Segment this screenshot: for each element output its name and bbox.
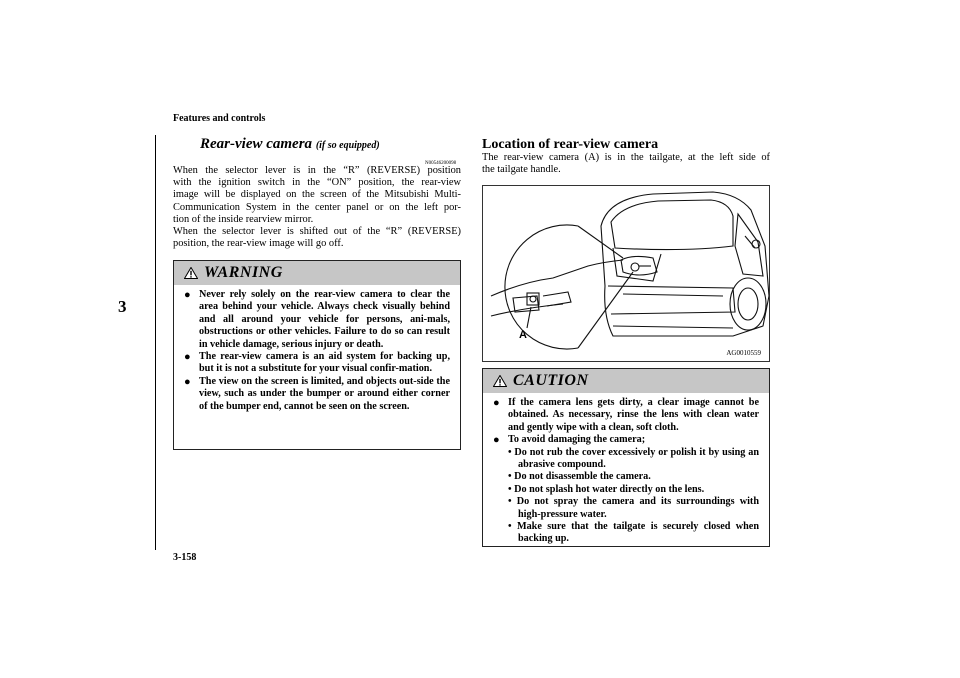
bullet-icon: ● [493, 434, 500, 447]
page-number: 3-158 [173, 552, 197, 563]
text-line: When the selector lever is in the “R” (REVERSE) position [173, 165, 461, 176]
bullet-icon: ● [184, 289, 191, 301]
text-line: the tailgate handle. [482, 164, 561, 176]
warning-triangle-icon [184, 267, 198, 279]
bullet-icon: ● [493, 397, 500, 409]
text-line: tion of the inside rearview mirror. [173, 213, 314, 225]
warning-item-text: The rear-view camera is an aid system for backing up, but it is not a substitute for your visual confir-mation. [199, 351, 450, 375]
running-header: Features and controls [173, 113, 266, 124]
text-line: with the ignition switch in the “ON” position, the rear-view [173, 177, 461, 189]
bullet-icon: ● [184, 375, 191, 388]
warning-item [184, 289, 450, 351]
caution-subitem: • Do not rub the cover excessively or polish it by using an abrasive compound. [508, 446, 759, 471]
warning-item-text: Never rely solely on the rear-view camera to clear the area behind your vehicle. Always check visually behind and all around your vehicle for persons, ani-mals, obstructions or other vehicles. Failure to do so can result in vehicle damage, serious injury or death. [199, 289, 450, 350]
warning-item [184, 376, 450, 413]
caution-triangle-icon [493, 375, 507, 387]
figure-code: AG0010559 [726, 349, 761, 357]
bullet-icon: ● [184, 351, 191, 364]
location-paragraph [482, 152, 770, 176]
caution-item-text: To avoid damaging the camera; [508, 434, 646, 446]
warning-header [174, 261, 460, 285]
caution-item [493, 434, 759, 546]
intro-paragraph [173, 165, 461, 250]
caution-subitem: • Do not splash hot water directly on the lens. [508, 483, 705, 495]
warning-list [174, 285, 460, 419]
caution-label: CAUTION [513, 372, 589, 389]
text-line: position, the rear-view image will go off. [173, 238, 344, 250]
caution-subitem: • Do not disassemble the camera. [508, 471, 651, 483]
warning-box [173, 260, 461, 450]
caution-list [483, 393, 769, 552]
chapter-divider-line [155, 135, 156, 550]
text-line: The rear-view camera (A) is in the tailgate, at the left side of [482, 152, 770, 163]
location-title: Location of rear-view camera [482, 137, 659, 152]
warning-item-text: The view on the screen is limited, and objects out-side the view, such as under the bumper or around either corner of the bumper end, cannot be seen on the screen. [199, 375, 450, 412]
section-code: N00546200098 [425, 161, 457, 166]
caution-header [483, 369, 769, 393]
caution-item-text: If the camera lens gets dirty, a clear image cannot be obtained. As necessary, rinse the lens with clean water and gently wipe with a clean, soft cloth. [508, 397, 759, 433]
callout-label-a: A [519, 329, 527, 341]
section-title-text: Rear-view camera [200, 136, 313, 152]
text-line: When the selector lever is shifted out of the “R” (REVERSE) [173, 226, 461, 238]
chapter-number: 3 [118, 297, 127, 316]
warning-item [184, 351, 450, 376]
caution-subitem: • Make sure that the tailgate is securely closed when backing up. [508, 521, 759, 545]
text-line: Communication System in the center panel or on the left por- [173, 201, 461, 213]
text-line: image will be displayed on the screen of the Mitsubishi Multi- [173, 189, 461, 201]
caution-subitem: • Do not spray the camera and its surroundings with high-pressure water. [508, 496, 759, 520]
camera-location-figure [482, 185, 770, 362]
caution-item [493, 397, 759, 434]
warning-label: WARNING [204, 264, 283, 281]
section-title-note: (if so equipped) [315, 140, 380, 151]
section-title [200, 136, 380, 153]
caution-box [482, 368, 770, 547]
